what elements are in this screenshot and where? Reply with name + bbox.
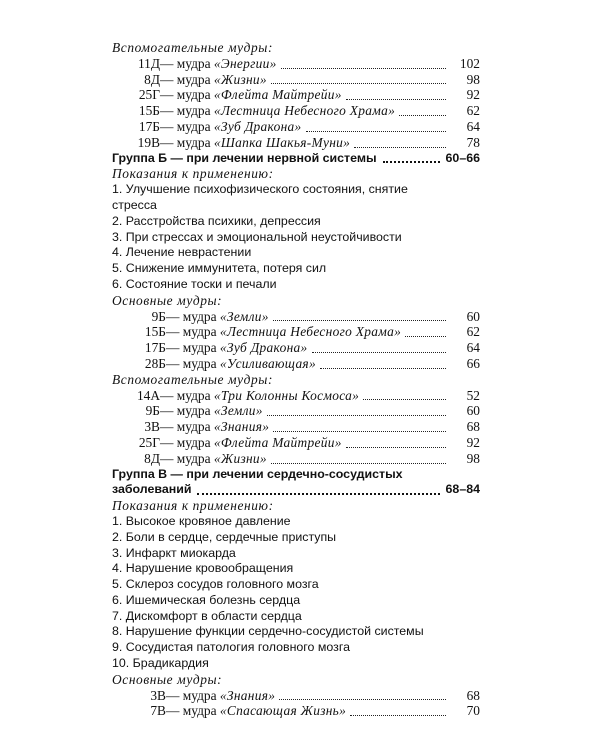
mudra-prefix: мудра <box>182 324 217 340</box>
mudra-title <box>160 119 302 135</box>
mudra-entry <box>112 87 480 103</box>
mudra-title <box>166 356 316 372</box>
leader-dots <box>273 421 446 432</box>
mudra-dash: — <box>160 87 174 103</box>
group-v-title-line1: Группа В — при лечении сердечно-сосудистых <box>112 466 403 481</box>
group-b-title-text: Группа Б — при лечении нервной системы <box>112 150 377 165</box>
group-v-main-heading: Основные мудры: <box>112 671 223 687</box>
mudra-dash: — <box>160 103 174 119</box>
page-number: 60 <box>466 308 480 324</box>
mudra-name: «Усиливающая» <box>219 355 316 371</box>
page-number: 52 <box>466 387 480 403</box>
mudra-code: 25Г <box>138 434 160 450</box>
mudra-prefix: мудра <box>176 103 211 119</box>
indication-item: 4. Лечение неврастении <box>112 245 252 260</box>
mudra-prefix: мудра <box>176 87 211 103</box>
mudra-title <box>160 451 267 467</box>
indication-item: 7. Дискомфорт в области сердца <box>112 608 302 623</box>
page-number: 98 <box>466 71 480 87</box>
group-b-indications-heading: Показания к применению: <box>112 166 274 182</box>
mudra-prefix: мудра <box>182 355 217 371</box>
indication-item: 2. Боли в сердце, сердечные приступы <box>112 529 337 544</box>
mudra-title <box>166 340 308 356</box>
mudra-entry <box>112 72 480 88</box>
group-v-title-text: заболеваний <box>112 482 192 497</box>
mudra-code: 8Д <box>144 71 160 87</box>
mudra-dash: — <box>166 340 180 356</box>
mudra-prefix: мудра <box>182 687 217 703</box>
mudra-entry <box>112 119 480 135</box>
mudra-code: 14А <box>136 387 160 403</box>
mudra-code: 17Б <box>144 340 166 356</box>
indication-item: 5. Склероз сосудов головного мозга <box>112 577 319 592</box>
mudra-dash: — <box>166 355 180 371</box>
mudra-prefix: мудра <box>176 387 211 403</box>
mudra-title <box>166 688 275 704</box>
mudra-prefix: мудра <box>176 134 211 150</box>
mudra-name: «Три Колонны Космоса» <box>213 387 360 403</box>
leader-dots <box>383 151 440 163</box>
group-b-main-list <box>112 309 480 372</box>
group-b-title <box>112 151 480 167</box>
page-number: 98 <box>466 450 480 466</box>
indication-item: 1. Высокое кровяное давление <box>112 513 291 528</box>
mudra-dash: — <box>160 118 174 134</box>
group-b-aux-heading: Вспомогательные мудры: <box>112 371 274 387</box>
mudra-name: «Лестница Небесного Храма» <box>213 103 396 119</box>
page-number: 62 <box>466 103 480 119</box>
leader-dots <box>271 453 446 464</box>
mudra-code: 15Б <box>138 103 160 119</box>
mudra-prefix: мудра <box>176 434 211 450</box>
mudra-entry <box>112 324 480 340</box>
mudra-name: «Жизни» <box>213 71 267 87</box>
leader-dots <box>399 105 446 116</box>
mudra-title <box>166 324 401 340</box>
mudra-entry <box>112 135 480 151</box>
mudra-title <box>166 703 346 719</box>
indication-item: 6. Состояние тоски и печали <box>112 276 277 291</box>
mudra-title <box>160 419 269 435</box>
mudra-dash: — <box>166 308 180 324</box>
group-v-main-list <box>112 688 480 720</box>
mudra-prefix: мудра <box>176 403 211 419</box>
indication-item: 9. Сосудистая патология головного мозга <box>112 640 350 655</box>
mudra-title <box>160 103 395 119</box>
mudra-code: 15Б <box>144 324 166 340</box>
mudra-dash: — <box>160 419 174 435</box>
mudra-dash: — <box>160 55 174 71</box>
indication-item: 6. Ишемическая болезнь сердца <box>112 592 301 607</box>
mudra-entry <box>112 103 480 119</box>
leader-dots <box>363 389 446 400</box>
aux1-list <box>112 56 480 151</box>
mudra-title <box>160 403 263 419</box>
leader-dots <box>273 310 446 321</box>
mudra-title <box>160 72 267 88</box>
mudra-code: 3В <box>150 687 166 703</box>
mudra-name: «Лестница Небесного Храма» <box>219 324 402 340</box>
indication-item: 2. Расстройства психики, депрессия <box>112 213 321 228</box>
page-number: 64 <box>466 340 480 356</box>
mudra-name: «Спасающая Жизнь» <box>219 703 347 719</box>
aux1-heading: Вспомогательные мудры: <box>112 40 274 55</box>
leader-dots <box>354 137 446 148</box>
leader-dots <box>267 405 446 416</box>
mudra-dash: — <box>160 403 174 419</box>
group-b-aux-list <box>112 388 480 467</box>
group-b-pages: 60–66 <box>445 150 480 165</box>
mudra-dash: — <box>166 703 180 719</box>
indication-item: 3. При стрессах и эмоциональной неустойчивости <box>112 229 402 244</box>
mudra-entry <box>112 403 480 419</box>
mudra-prefix: мудра <box>182 308 217 324</box>
mudra-name: «Зуб Дракона» <box>219 340 308 356</box>
mudra-prefix: мудра <box>182 340 217 356</box>
mudra-code: 8Д <box>144 450 160 466</box>
leader-dots <box>279 689 446 700</box>
mudra-dash: — <box>160 71 174 87</box>
leader-dots <box>306 121 446 132</box>
mudra-title <box>166 309 269 325</box>
mudra-prefix: мудра <box>176 71 211 87</box>
leader-dots <box>281 58 446 69</box>
indication-item: 8. Нарушение функции сердечно-сосудистой системы <box>112 624 424 639</box>
page-number: 78 <box>466 134 480 150</box>
mudra-title <box>160 435 342 451</box>
mudra-entry <box>112 451 480 467</box>
mudra-name: «Знания» <box>219 687 276 703</box>
leader-dots <box>197 483 439 495</box>
indication-item: 10. Брадикардия <box>112 656 209 671</box>
leader-dots <box>346 437 446 448</box>
mudra-code: 25Г <box>138 87 160 103</box>
mudra-code: 28Б <box>144 355 166 371</box>
page-number: 68 <box>466 687 480 703</box>
mudra-entry <box>112 419 480 435</box>
mudra-dash: — <box>166 687 180 703</box>
mudra-name: «Флейта Майтрейи» <box>213 434 342 450</box>
mudra-code: 19В <box>137 134 160 150</box>
mudra-prefix: мудра <box>176 118 211 134</box>
page-number: 70 <box>466 703 480 719</box>
mudra-name: «Земли» <box>219 308 269 324</box>
mudra-prefix: мудра <box>176 450 211 466</box>
group-b-main-heading: Основные мудры: <box>112 292 223 308</box>
mudra-name: «Энергии» <box>213 55 277 71</box>
group-v-pages: 68–84 <box>445 482 480 497</box>
mudra-name: «Флейта Майтрейи» <box>213 87 342 103</box>
mudra-dash: — <box>160 387 174 403</box>
mudra-title <box>160 388 359 404</box>
leader-dots <box>350 705 446 716</box>
mudra-prefix: мудра <box>182 703 217 719</box>
mudra-name: «Знания» <box>213 419 270 435</box>
mudra-entry <box>112 388 480 404</box>
page-number: 60 <box>466 403 480 419</box>
mudra-entry <box>112 703 480 719</box>
mudra-code: 17Б <box>138 118 160 134</box>
mudra-dash: — <box>160 450 174 466</box>
mudra-entry <box>112 688 480 704</box>
mudra-code: 7В <box>150 703 166 719</box>
leader-dots <box>312 342 446 353</box>
mudra-entry <box>112 309 480 325</box>
indication-item: 4. Нарушение кровообращения <box>112 561 294 576</box>
mudra-name: «Зуб Дракона» <box>213 118 302 134</box>
mudra-dash: — <box>166 324 180 340</box>
mudra-entry <box>112 435 480 451</box>
indication-item: стресса <box>112 197 157 212</box>
mudra-prefix: мудра <box>176 419 211 435</box>
page-number: 62 <box>466 324 480 340</box>
mudra-dash: — <box>160 134 174 150</box>
mudra-code: 3В <box>144 419 160 435</box>
indication-item: 5. Снижение иммунитета, потеря сил <box>112 261 327 276</box>
mudra-title <box>160 56 277 72</box>
mudra-entry <box>112 340 480 356</box>
page-number: 92 <box>466 87 480 103</box>
group-v-title-line2 <box>112 482 480 498</box>
page-number: 66 <box>466 355 480 371</box>
page-number: 102 <box>459 55 480 71</box>
indication-item: 3. Инфаркт миокарда <box>112 545 236 560</box>
mudra-code: 9Б <box>145 403 160 419</box>
mudra-entry <box>112 356 480 372</box>
leader-dots <box>405 326 446 337</box>
mudra-title <box>160 87 342 103</box>
page-number: 64 <box>466 118 480 134</box>
mudra-dash: — <box>160 434 174 450</box>
leader-dots <box>271 73 446 84</box>
indication-item: 1. Улучшение психофизического состояния, снятие <box>112 182 408 197</box>
mudra-code: 11Д <box>137 55 160 71</box>
mudra-code: 9Б <box>151 308 166 324</box>
toc-page <box>112 40 480 719</box>
group-b-indications <box>112 214 480 293</box>
mudra-name: «Земли» <box>213 403 263 419</box>
page-number: 92 <box>466 434 480 450</box>
mudra-title <box>160 135 350 151</box>
mudra-name: «Шапка Шакья-Муни» <box>213 134 351 150</box>
leader-dots <box>346 89 446 100</box>
group-v-indications <box>112 514 480 672</box>
leader-dots <box>320 358 446 369</box>
mudra-entry <box>112 56 480 72</box>
page-number: 68 <box>466 419 480 435</box>
mudra-prefix: мудра <box>176 55 211 71</box>
group-v-indications-heading: Показания к применению: <box>112 498 274 514</box>
mudra-name: «Жизни» <box>213 450 267 466</box>
